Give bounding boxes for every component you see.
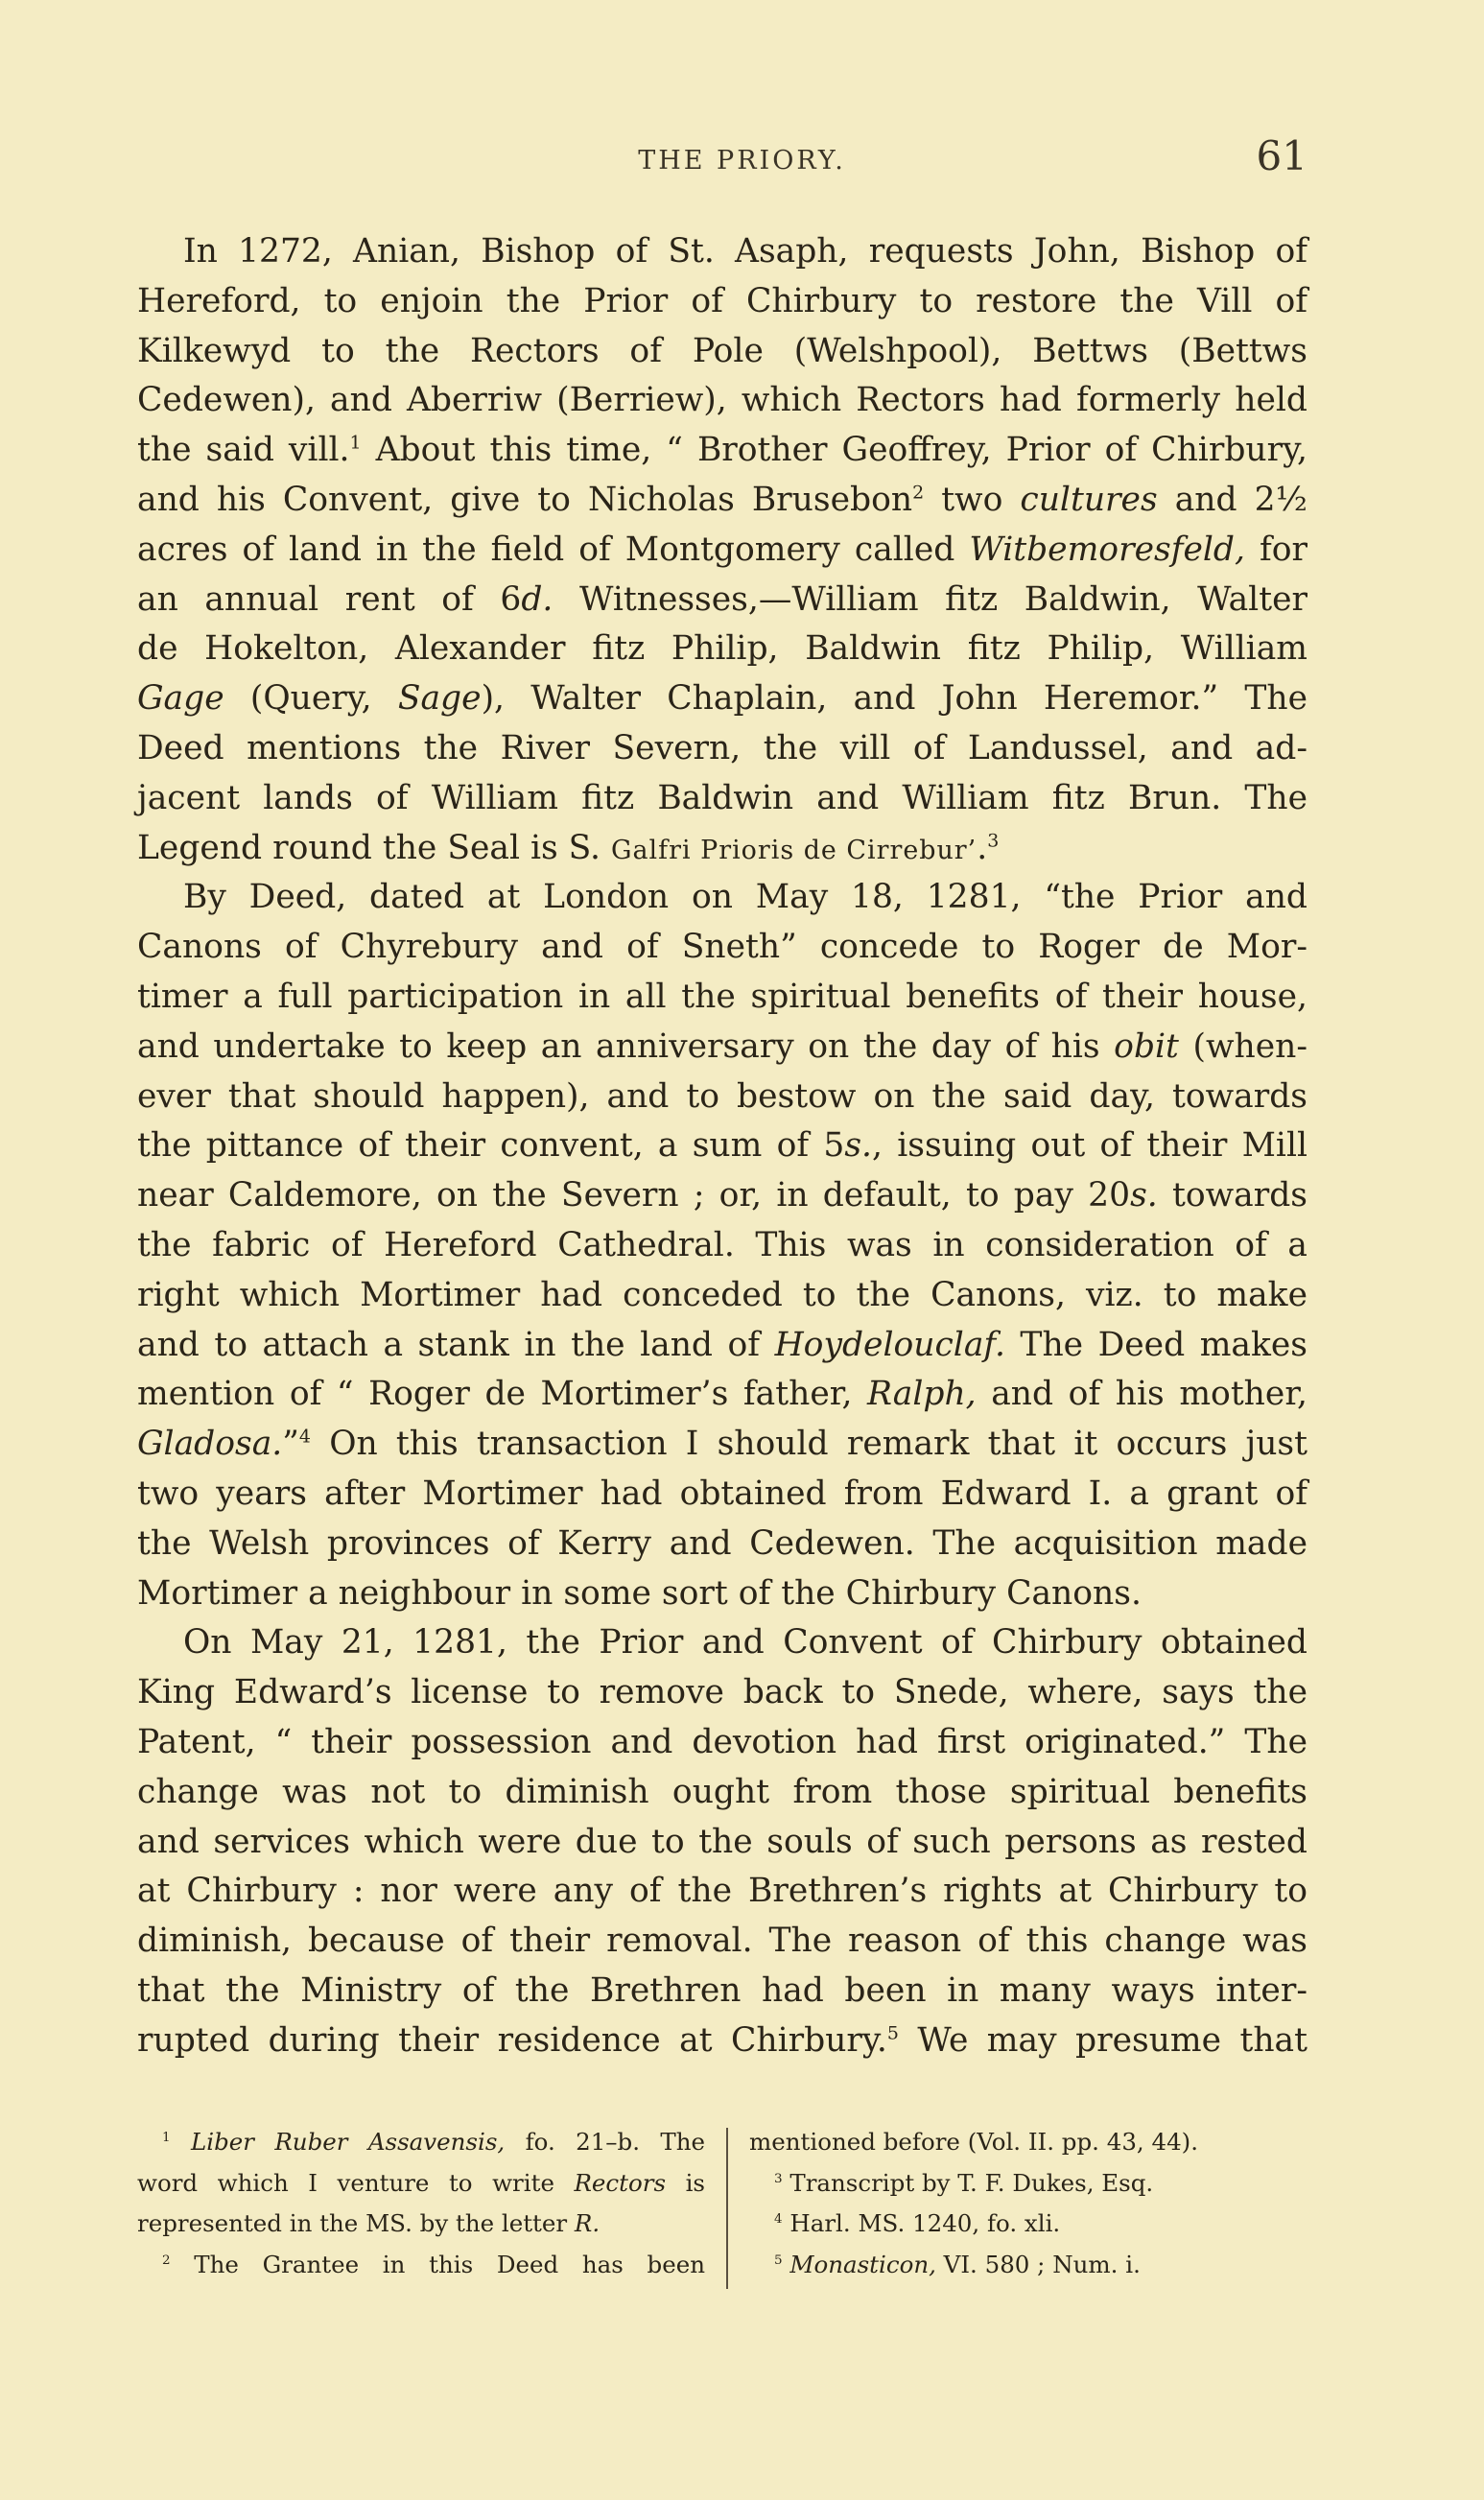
text-line: By Deed, dated at London on May 18, 1281, “the Prior and bbox=[183, 878, 1307, 917]
footnote-1-cont: represented in the MS. by the letter R. bbox=[137, 2209, 601, 2237]
text-line: Gladosa.”$^4$ On this transaction I should remark that it occurs just bbox=[137, 1425, 1307, 1464]
text-line: In 1272, Anian, Bishop of St. Asaph, requests John, Bishop of bbox=[183, 232, 1307, 271]
footnote-3: $^3$ Transcript by T. F. Dukes, Esq. bbox=[774, 2168, 1154, 2197]
text-line: Cedewen), and Aberriw (Berriew), which Rectors had formerly held bbox=[137, 381, 1307, 420]
footnote-2-cont: mentioned before (Vol. II. pp. 43, 44). bbox=[749, 2128, 1199, 2156]
footnote-1: $^1$ Liber Ruber Assavensis, fo. 21–b. The bbox=[162, 2128, 706, 2156]
footnote-5: $^5$ Monasticon, VI. 580 ; Num. i. bbox=[774, 2250, 1141, 2278]
footnote-ref-1: 1 bbox=[349, 432, 362, 454]
text-line: On May 21, 1281, the Prior and Convent of Chirbury obtained bbox=[183, 1623, 1307, 1663]
text-line: that the Ministry of the Brethren had been in many ways inter- bbox=[137, 1970, 1307, 2010]
footnote-1-cont: word which I venture to write Rectors is bbox=[137, 2168, 705, 2197]
footnotes-right-column bbox=[749, 2122, 1307, 2285]
footnote-ref-2: 2 bbox=[912, 482, 925, 504]
text-line: and services which were due to the souls of such persons as rested bbox=[137, 1822, 1307, 1861]
text-line: Canons of Chyrebury and of Sneth” concede to Roger de Mor- bbox=[137, 928, 1307, 967]
text-line: the Welsh provinces of Kerry and Cedewen. The acquisition made bbox=[137, 1523, 1307, 1563]
text-line: two years after Mortimer had obtained from Edward I. a grant of bbox=[137, 1474, 1307, 1513]
text-line: and undertake to keep an anniversary on the day of his obit (when- bbox=[137, 1026, 1307, 1066]
text-line: and to attach a stank in the land of Hoydelouclaf. The Deed makes bbox=[137, 1325, 1308, 1364]
text-line: ever that should happen), and to bestow on the said day, towards bbox=[137, 1076, 1307, 1116]
text-line: timer a full participation in all the spiritual benefits of their house, bbox=[137, 977, 1307, 1016]
text-line: Deed mentions the River Severn, the vill of Landussel, and ad- bbox=[137, 728, 1307, 767]
footnote-2: $^2$ The Grantee in this Deed has been bbox=[162, 2250, 705, 2278]
footnote-ref-4: 4 bbox=[298, 1426, 311, 1448]
page-number: 61 bbox=[1256, 132, 1307, 179]
text-line: Hereford, to enjoin the Prior of Chirbury to restore the Vill of bbox=[137, 281, 1307, 320]
text-line: the fabric of Hereford Cathedral. This was in consideration of a bbox=[137, 1225, 1307, 1264]
text-line: Legend round the Seal is S. Galfri Prioris de Cirrebur’.$^3$ bbox=[137, 828, 1000, 867]
text-line: near Caldemore, on the Severn ; or, in default, to pay 20s. towards bbox=[137, 1176, 1307, 1215]
text-line: the said vill.$^1$ About this time, “ Brother Geoffrey, Prior of Chirbury, bbox=[137, 431, 1307, 470]
text-line: de Hokelton, Alexander fitz Philip, Baldwin fitz Philip, William bbox=[137, 629, 1307, 669]
body-text bbox=[137, 227, 1307, 2065]
text-line: at Chirbury : nor were any of the Brethren’s rights at Chirbury to bbox=[137, 1872, 1307, 1911]
text-line: jacent lands of William fitz Baldwin and William fitz Brun. The bbox=[137, 778, 1307, 817]
text-line: Gage (Query, Sage), Walter Chaplain, and John Heremor.” The bbox=[137, 679, 1308, 719]
text-line: the pittance of their convent, a sum of 5s., issuing out of their Mill bbox=[137, 1126, 1308, 1166]
text-line: and his Convent, give to Nicholas Brusebon$^2$ two cultures and 2½ bbox=[137, 480, 1307, 519]
text-line: Patent, “ their possession and devotion had first originated.” The bbox=[137, 1722, 1307, 1761]
text-line: an annual rent of 6d. Witnesses,—William fitz Baldwin, Walter bbox=[137, 579, 1307, 619]
text-line: change was not to diminish ought from those spiritual benefits bbox=[137, 1772, 1307, 1811]
text-line: mention of “ Roger de Mortimer’s father, Ralph, and of his mother, bbox=[137, 1375, 1307, 1414]
footnote-ref-5: 5 bbox=[886, 2022, 899, 2044]
footnote-ref-3: 3 bbox=[987, 830, 1000, 852]
footnote-4: $^4$ Harl. MS. 1240, fo. xli. bbox=[774, 2209, 1061, 2237]
text-line: right which Mortimer had conceded to the Canons, viz. to make bbox=[137, 1275, 1307, 1314]
footnotes-left-column bbox=[137, 2122, 705, 2285]
text-line: King Edward’s license to remove back to Snede, where, says the bbox=[137, 1673, 1307, 1712]
text-line: Mortimer a neighbour in some sort of the Chirbury Canons. bbox=[137, 1573, 1142, 1613]
running-title: THE PRIORY. bbox=[638, 146, 846, 176]
text-line: diminish, because of their removal. The reason of this change was bbox=[137, 1922, 1307, 1961]
footnote-divider bbox=[726, 2128, 728, 2289]
text-line: rupted during their residence at Chirbury.$^5$ We may presume that bbox=[137, 2020, 1307, 2060]
text-line: Kilkewyd to the Rectors of Pole (Welshpool), Bettws (Bettws bbox=[137, 331, 1307, 370]
text-line: acres of land in the field of Montgomery called Witbemoresfeld, for bbox=[137, 530, 1307, 569]
